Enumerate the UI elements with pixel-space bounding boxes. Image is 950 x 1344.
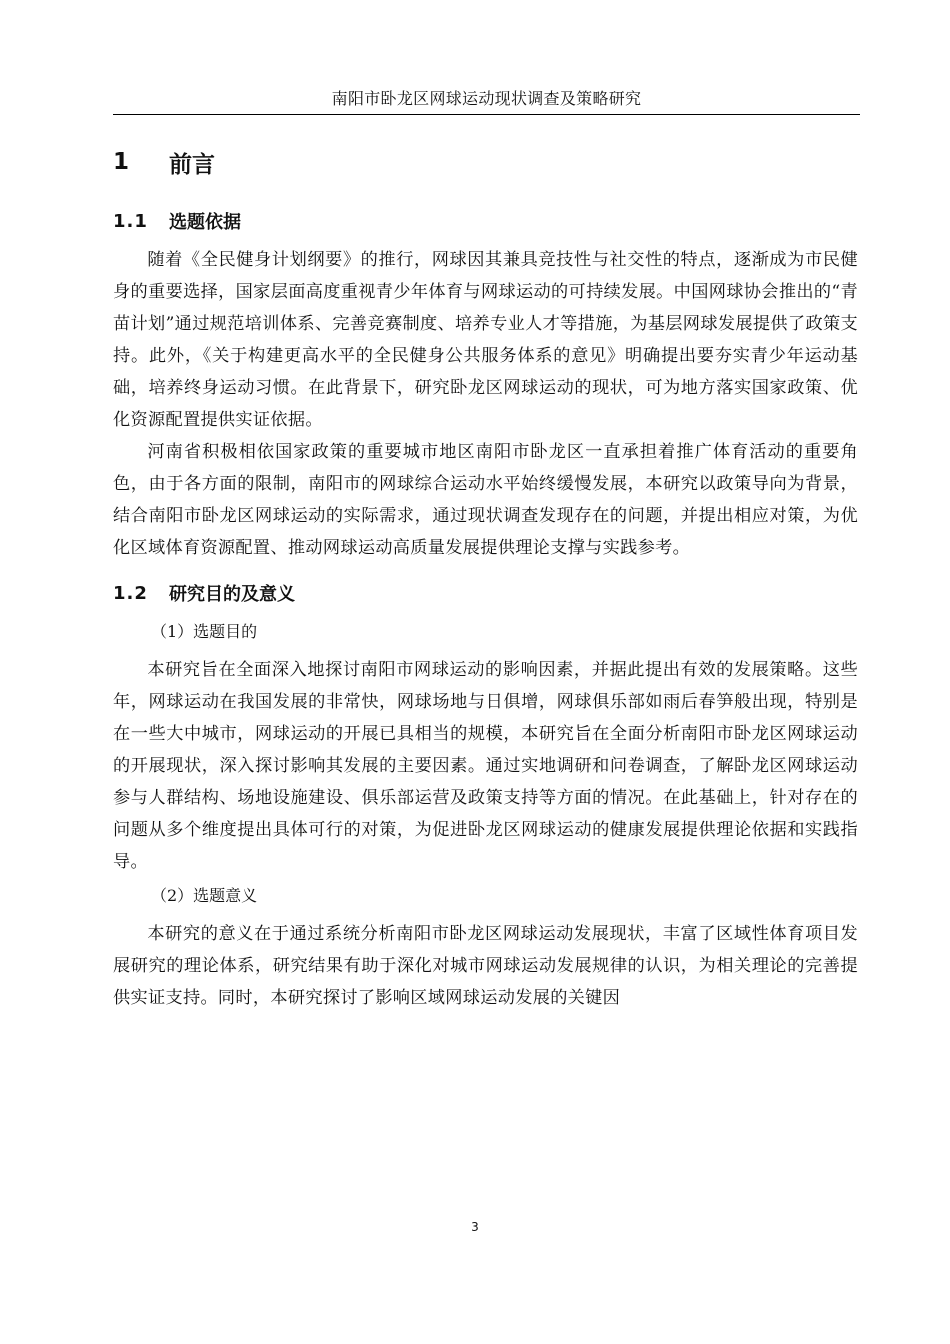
paragraph: 河南省积极相依国家政策的重要城市地区南阳市卧龙区一直承担着推广体育活动的重要角色，由于各方面的限制，南阳市的网球综合运动水平始终缓慢发展，本研究以政策导向为背景，结合南阳市卧龙区网球运动的实际需求，通过现状调查发现存在的问题，并提出相应对策，为优化区域体育资源配置、推动网球运动高质量发展提供理论支撑与实践参考。 (113, 442, 858, 558)
section-title: 选题依据 (169, 212, 241, 233)
paragraph: 随着《全民健身计划纲要》的推行，网球因其兼具竞技性与社交性的特点，逐渐成为市民健身的重要选择，国家层面高度重视青少年体育与网球运动的可持续发展。中国网球协会推出的“青苗计划”通过规范培训体系、完善竞赛制度、培养专业人才等措施，为基层网球发展提供了政策支持。此外，《关于构建更高水平的全民健身公共服务体系的意见》明确提出要夯实青少年运动基础，培养终身运动习惯。在此背景下，研究卧龙区网球运动的现状，可为地方落实国家政策、优化资源配置提供实证依据。 (113, 250, 858, 430)
paragraph: 本研究旨在全面深入地探讨南阳市网球运动的影响因素，并据此提出有效的发展策略。这些年，网球运动在我国发展的非常快，网球场地与日俱增，网球俱乐部如雨后春笋般出现，特别是在一些大中城市，网球运动的开展已具相当的规模，本研究旨在全面分析南阳市卧龙区网球运动的开展现状，深入探讨影响其发展的主要因素。通过实地调研和问卷调查，了解卧龙区网球运动参与人群结构、场地设施建设、俱乐部运营及政策支持等方面的情况。在此基础上，针对存在的问题从多个维度提出具体可行的对策，为促进卧龙区网球运动的健康发展提供理论依据和实践指导。 (113, 660, 858, 872)
subsection-label-significance: （2）选题意义 (151, 886, 258, 905)
section-title: 研究目的及意义 (169, 584, 295, 605)
section-heading-1-1 (113, 204, 858, 238)
section-number: 1.1 (113, 210, 148, 232)
paragraph: 本研究的意义在于通过系统分析南阳市卧龙区网球运动发展现状，丰富了区域性体育项目发展研究的理论体系，研究结果有助于深化对城市网球运动发展规律的认识，为相关理论的完善提供实证支持。同时，本研究探讨了影响区域网球运动发展的关键因 (113, 924, 858, 1008)
chapter-heading (113, 140, 858, 184)
section-number: 1.2 (113, 582, 148, 604)
running-header: 南阳市卧龙区网球运动现状调查及策略研究 (331, 89, 642, 108)
header-rule (113, 114, 860, 115)
page-number: 3 (471, 1220, 479, 1234)
section-heading-1-2 (113, 576, 858, 610)
subsection-label-purpose: （1）选题目的 (151, 622, 258, 641)
chapter-number: 1 (113, 149, 130, 175)
page-body (113, 140, 858, 1014)
chapter-title: 前言 (169, 151, 215, 178)
